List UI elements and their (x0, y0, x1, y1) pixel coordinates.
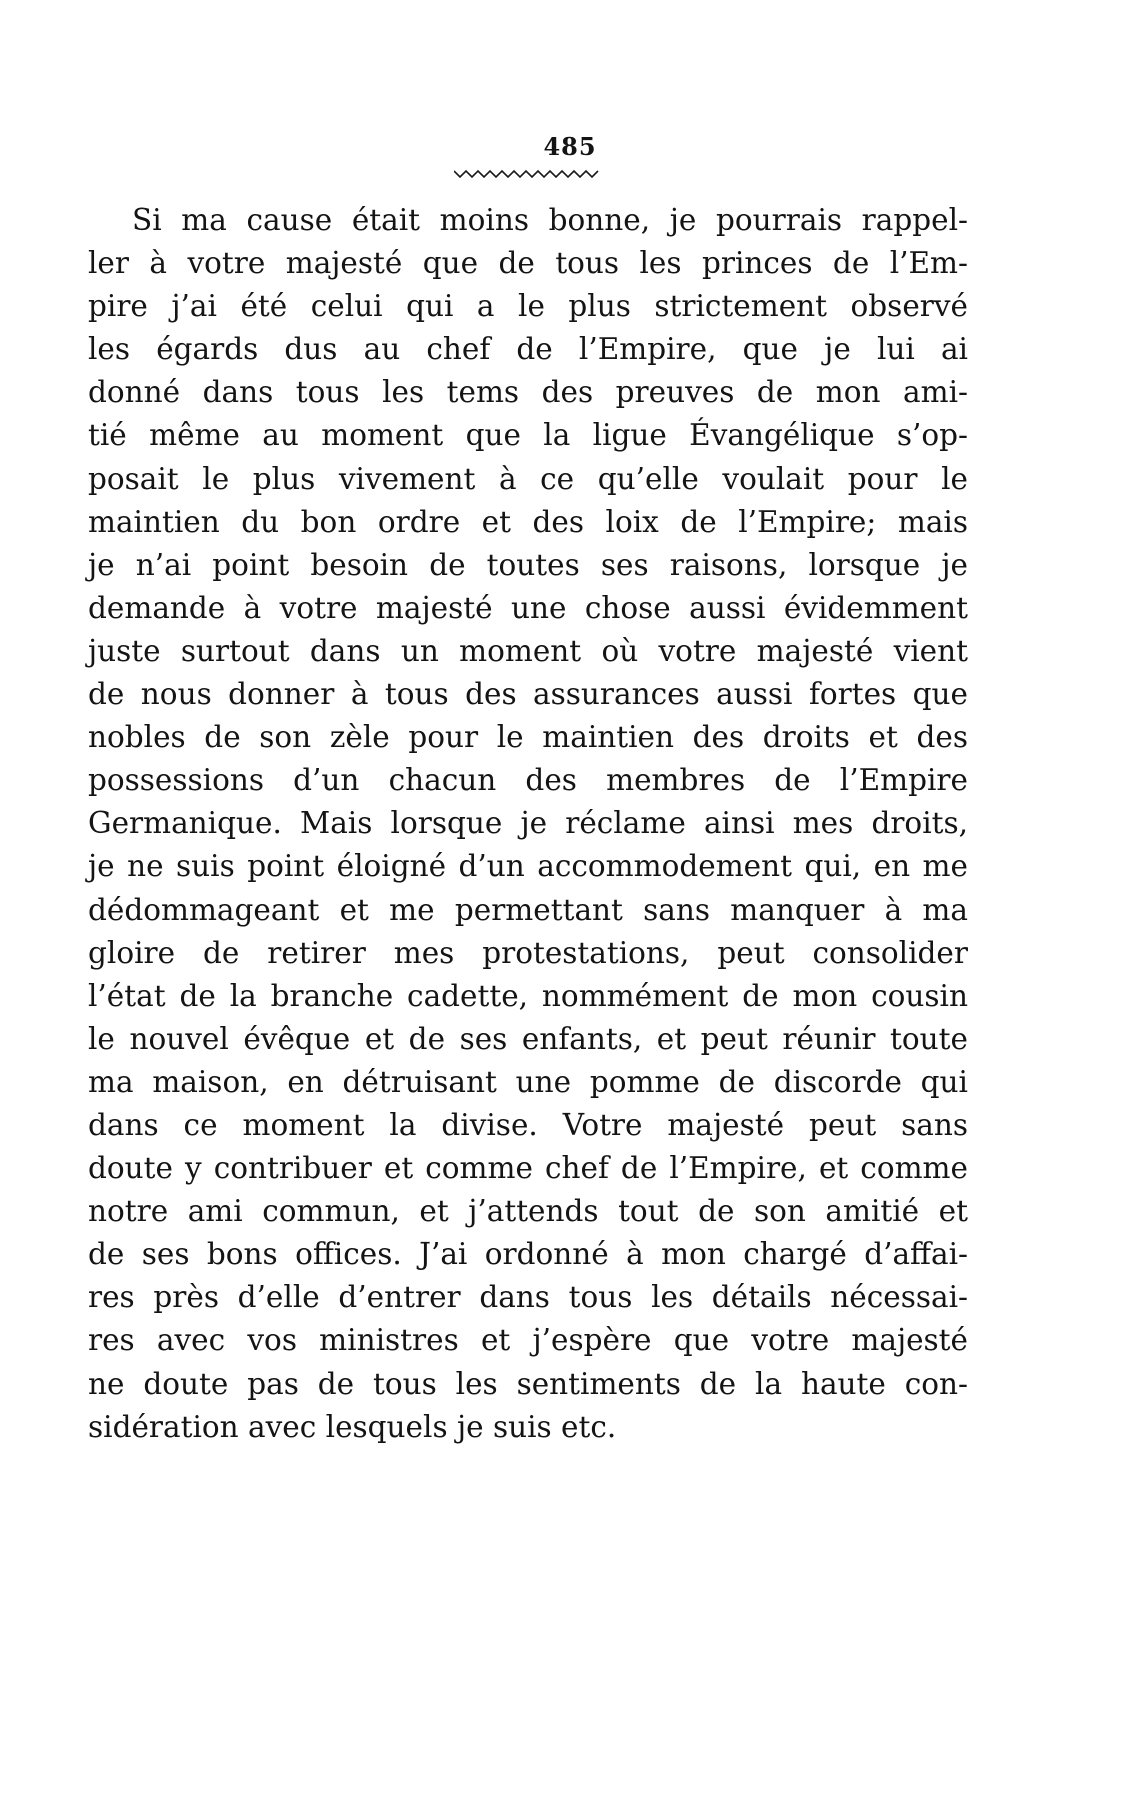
text-line: donné dans tous les tems des preuves de mon ami- (88, 375, 968, 410)
text-line: ler à votre majesté que de tous les princes de l’Em- (88, 246, 968, 281)
text-line: possessions d’un chacun des membres de l’Empire (88, 763, 968, 798)
text-line: dédommageant et me permettant sans manquer à ma (88, 892, 968, 927)
text-line: ma maison, en détruisant une pomme de discorde qui (88, 1064, 968, 1099)
text-line: les égards dus au chef de l’Empire, que je lui ai (88, 332, 968, 367)
page-number: 485 (543, 132, 597, 161)
text-line: gloire de retirer mes protestations, peut consolider (88, 935, 968, 970)
text-line: doute y contribuer et comme chef de l’Empire, et comme (88, 1151, 968, 1186)
text-line: posait le plus vivement à ce qu’elle voulait pour le (88, 461, 968, 496)
text-line: sidération avec lesquels je suis etc. (88, 1409, 617, 1444)
text-line: juste surtout dans un moment où votre majesté vient (88, 633, 968, 668)
text-line: res près d’elle d’entrer dans tous les détails nécessai- (88, 1280, 968, 1315)
text-line: ne doute pas de tous les sentiments de la haute con- (88, 1366, 968, 1401)
text-line: demande à votre majesté une chose aussi évidemment (88, 590, 968, 625)
text-line: le nouvel évêque et de ses enfants, et peut réunir toute (88, 1021, 968, 1056)
wavy-rule-ornament (454, 168, 600, 180)
text-line: notre ami commun, et j’attends tout de son amitié et (88, 1194, 968, 1229)
text-line: de nous donner à tous des assurances aussi fortes que (88, 677, 968, 712)
text-line: maintien du bon ordre et des loix de l’Empire; mais (88, 504, 968, 539)
text-line: l’état de la branche cadette, nommément de mon cousin (88, 978, 968, 1013)
text-line: Germanique. Mais lorsque je réclame ainsi mes droits, (88, 806, 968, 841)
text-line: pire j’ai été celui qui a le plus strictement observé (88, 289, 968, 324)
text-line: je ne suis point éloigné d’un accommodement qui, en me (88, 849, 968, 884)
text-line: res avec vos ministres et j’espère que votre majesté (88, 1323, 968, 1358)
text-line: dans ce moment la divise. Votre majesté peut sans (88, 1107, 968, 1142)
text-line: nobles de son zèle pour le maintien des droits et des (88, 720, 968, 755)
body-text (88, 199, 968, 1449)
text-line: tié même au moment que la ligue Évangélique s’op- (88, 418, 968, 453)
text-line: Si ma cause était moins bonne, je pourrais rappel- (132, 203, 968, 237)
text-line: je n’ai point besoin de toutes ses raisons, lorsque je (88, 547, 968, 582)
text-line: de ses bons offices. J’ai ordonné à mon chargé d’affai- (88, 1237, 968, 1272)
